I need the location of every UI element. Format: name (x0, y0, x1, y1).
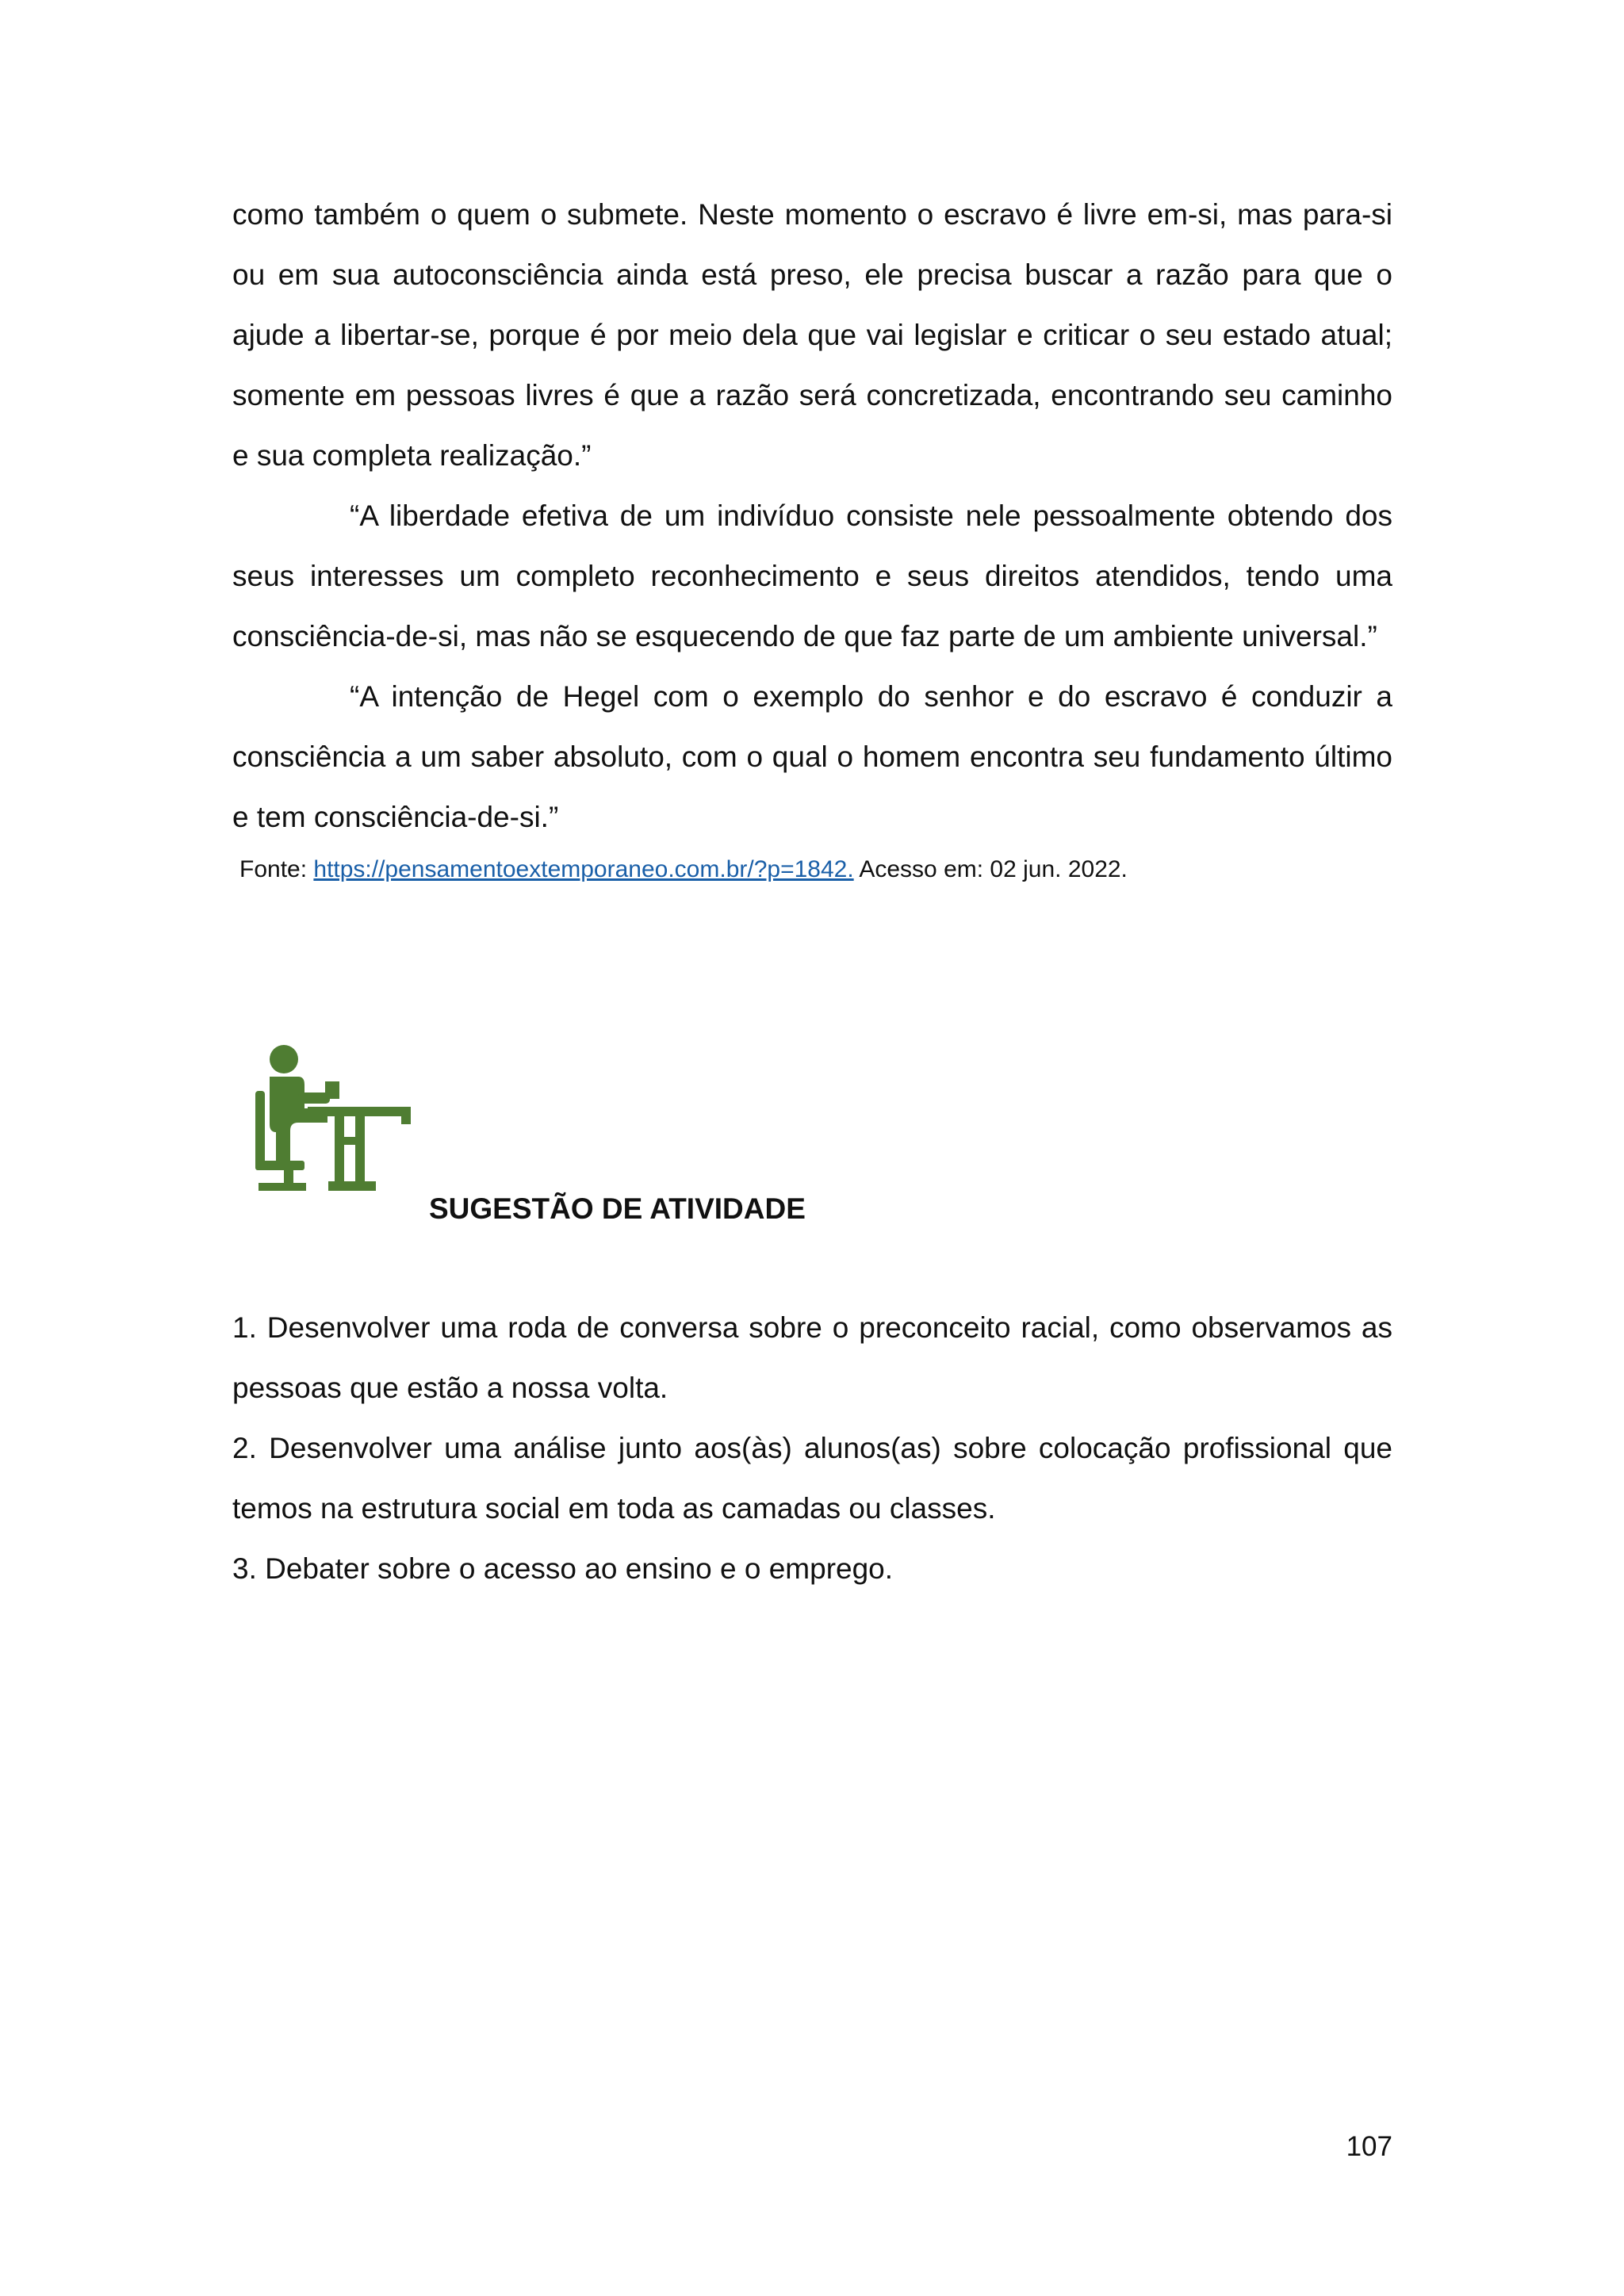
paragraph-quote-hegel: “A intenção de Hegel com o exemplo do senhor e do escravo é conduzir a consciência a um saber absoluto, com o qual o homem encontra seu fundamento último e tem consciência-de-si.” (232, 680, 1392, 833)
activity-item-1: 1. Desenvolver uma roda de conversa sobre o preconceito racial, como observamos as pessoas que estão a nossa volta. (232, 1311, 1392, 1404)
source-access-date: Acesso em: 02 jun. 2022. (853, 856, 1128, 882)
source-prefix: Fonte: (239, 856, 314, 882)
page-number: 107 (1346, 2131, 1392, 2162)
quote-section (232, 185, 1392, 848)
activity-list (232, 1298, 1392, 1599)
person-at-desk-icon (252, 1043, 411, 1194)
paragraph-continuation: como também o quem o submete. Neste momento o escravo é livre em-si, mas para-si ou em sua autoconsciência ainda está preso, ele precisa buscar a razão para que o ajude a libertar-se, porque é por meio dela que vai legislar e criticar o seu estado atual; somente em pessoas livres é que a razão será concretizada, encontrando seu caminho e sua completa realização.” (232, 198, 1392, 472)
paragraph-quote-liberdade: “A liberdade efetiva de um indivíduo consiste nele pessoalmente obtendo dos seus interesses um completo reconhecimento e seus direitos atendidos, tendo uma consciência-de-si, mas não se esquecendo de que faz parte de um ambiente universal.” (232, 499, 1392, 652)
activity-item-2: 2. Desenvolver uma análise junto aos(às) alunos(as) sobre colocação profissional que temos na estrutura social em toda as camadas ou classes. (232, 1432, 1392, 1525)
activity-heading: SUGESTÃO DE ATIVIDADE (429, 1192, 806, 1225)
source-link[interactable]: https://pensamentoextemporaneo.com.br/?p=1842. (313, 856, 854, 882)
activity-item-3: 3. Debater sobre o acesso ao ensino e o emprego. (232, 1552, 894, 1585)
source-citation (239, 854, 1128, 886)
